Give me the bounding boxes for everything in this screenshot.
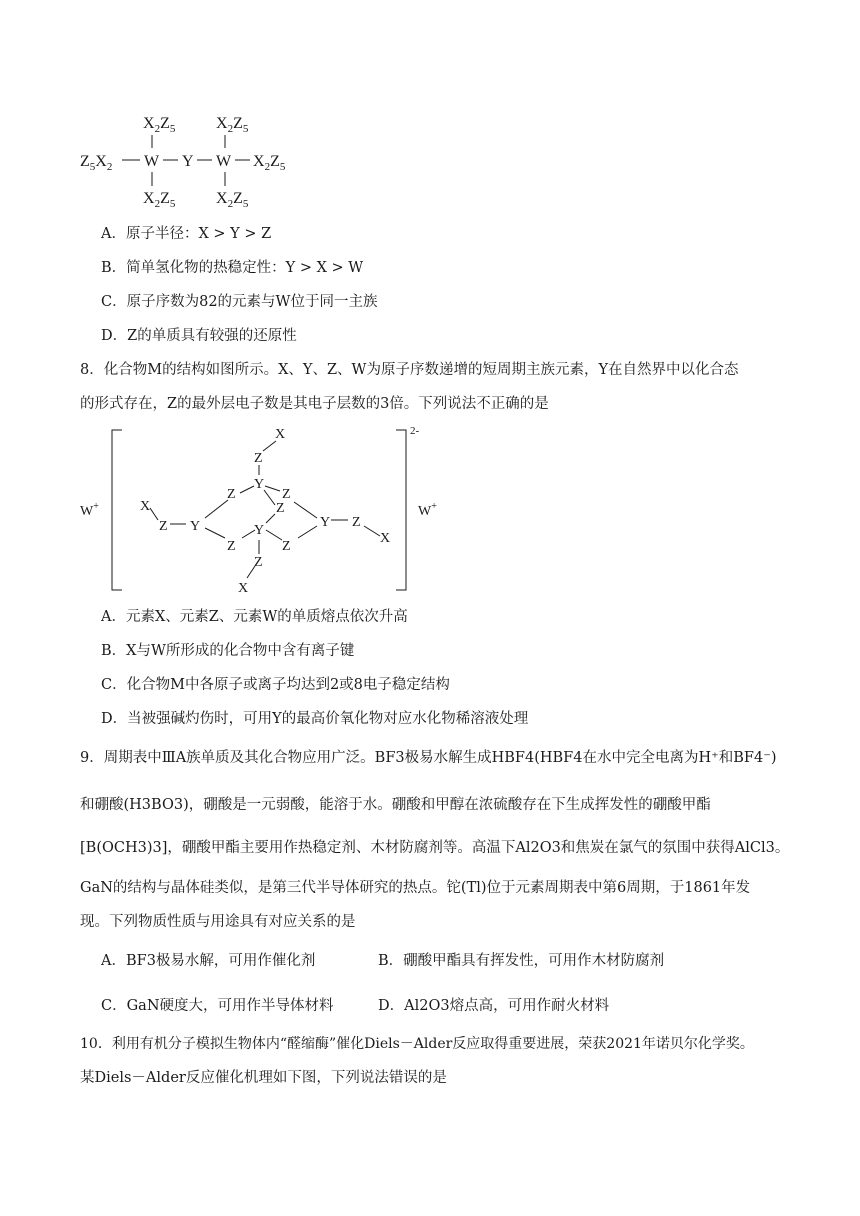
q9-line3: [B(OCH3)3]，硼酸甲酯主要用作热稳定剂、木材防腐剂等。高温下Al2O3和焦炭在氯气的氛围中获得AlCl3。 <box>80 840 790 856</box>
atom-x: X <box>140 499 151 514</box>
atom-w-left: W <box>144 153 160 170</box>
q7-option-b: B．简单氢化物的热稳定性：Y > X > W <box>101 260 364 276</box>
atom-z: Z <box>276 501 285 516</box>
atom-w-right: W <box>216 153 232 170</box>
q9-option-c: C．GaN硬度大，可用作半导体材料 <box>101 998 334 1014</box>
q9-line1: 9．周期表中ⅢA族单质及其化合物应用广泛。BF3极易水解生成HBF4(HBF4在水中完全电离为H⁺和BF4⁻) <box>80 750 777 766</box>
q10-line1: 10．利用有机分子模拟生物体内“醛缩酶”催化Diels－Alder反应取得重要进展，荣获2021年诺贝尔化学奖。 <box>80 1036 754 1052</box>
atom-z: Z <box>282 539 291 554</box>
q8-stem-line1: 8．化合物M的结构如图所示。X、Y、Z、W为原子序数递增的短周期主族元素，Y在自然界中以化合态 <box>80 362 739 378</box>
atom-z: Z <box>254 555 263 570</box>
q8-option-b: B．X与W所形成的化合物中含有离子键 <box>101 643 355 659</box>
atom-y: Y <box>320 515 331 530</box>
q8-stem-line2: 的形式存在，Z的最外层电子数是其电子层数的3倍。下列说法不正确的是 <box>80 396 549 412</box>
atom-x: X <box>380 531 391 546</box>
atom-x: X <box>275 427 286 442</box>
atom-x2z5-right: $X_2Z_5$ <box>253 153 286 173</box>
atom-x2z5-top-left: $X_2Z_5$ <box>143 115 176 135</box>
q10-line2: 某Diels－Alder反应催化机理如下图，下列说法错误的是 <box>80 1070 447 1086</box>
q9-line4: GaN的结构与晶体硅类似，是第三代半导体研究的热点。铊(Tl)位于元素周期表中第6周期，于1861年发 <box>80 880 751 896</box>
q8-option-a: A．元素X、元素Z、元素W的单质熔点依次升高 <box>101 609 408 625</box>
atom-y: Y <box>254 523 265 538</box>
q9-option-d: D．Al2O3熔点高，可用作耐火材料 <box>378 998 610 1014</box>
atom-z: Z <box>159 519 168 534</box>
q9-option-a: A．BF3极易水解，可用作催化剂 <box>101 953 316 969</box>
atom-x2z5-top-right: $X_2Z_5$ <box>216 115 249 135</box>
q7-option-a: A．原子半径：X > Y > Z <box>101 226 272 242</box>
atom-z: Z <box>282 487 291 502</box>
atom-z: Z <box>227 487 236 502</box>
cation-right: W+ <box>418 501 437 519</box>
atom-y: Y <box>254 477 265 492</box>
atom-x2z5-bottom-right: $X_2Z_5$ <box>216 190 249 210</box>
structure-diagram-m <box>70 420 450 598</box>
q7-option-d: D．Z的单质具有较强的还原性 <box>101 328 297 344</box>
q8-option-d: D．当被强碱灼伤时，可用Y的最高价氧化物对应水化物稀溶液处理 <box>101 711 529 727</box>
charge-label: 2- <box>410 425 420 437</box>
q7-option-c: C．原子序数为82的元素与W位于同一主族 <box>101 294 378 310</box>
q8-option-c: C．化合物M中各原子或离子均达到2或8电子稳定结构 <box>101 677 450 693</box>
cation-left: W+ <box>80 501 99 519</box>
atom-z5x2-left: $Z_5X_2$ <box>80 153 113 173</box>
atom-y: Y <box>182 153 194 170</box>
atom-z: Z <box>227 539 236 554</box>
atom-x: X <box>238 581 249 596</box>
atom-y: Y <box>190 519 201 534</box>
structure-diagram-1 <box>70 108 310 213</box>
q9-line2: 和硼酸(H3BO3)，硼酸是一元弱酸，能溶于水。硼酸和甲醇在浓硫酸存在下生成挥发性的硼酸甲酯 <box>80 797 711 813</box>
atom-z: Z <box>352 515 361 530</box>
q9-line5: 现。下列物质性质与用途具有对应关系的是 <box>80 914 356 930</box>
q9-option-b: B．硼酸甲酯具有挥发性，可用作木材防腐剂 <box>378 953 665 969</box>
atom-z: Z <box>254 451 263 466</box>
atom-x2z5-bottom-left: $X_2Z_5$ <box>143 190 176 210</box>
